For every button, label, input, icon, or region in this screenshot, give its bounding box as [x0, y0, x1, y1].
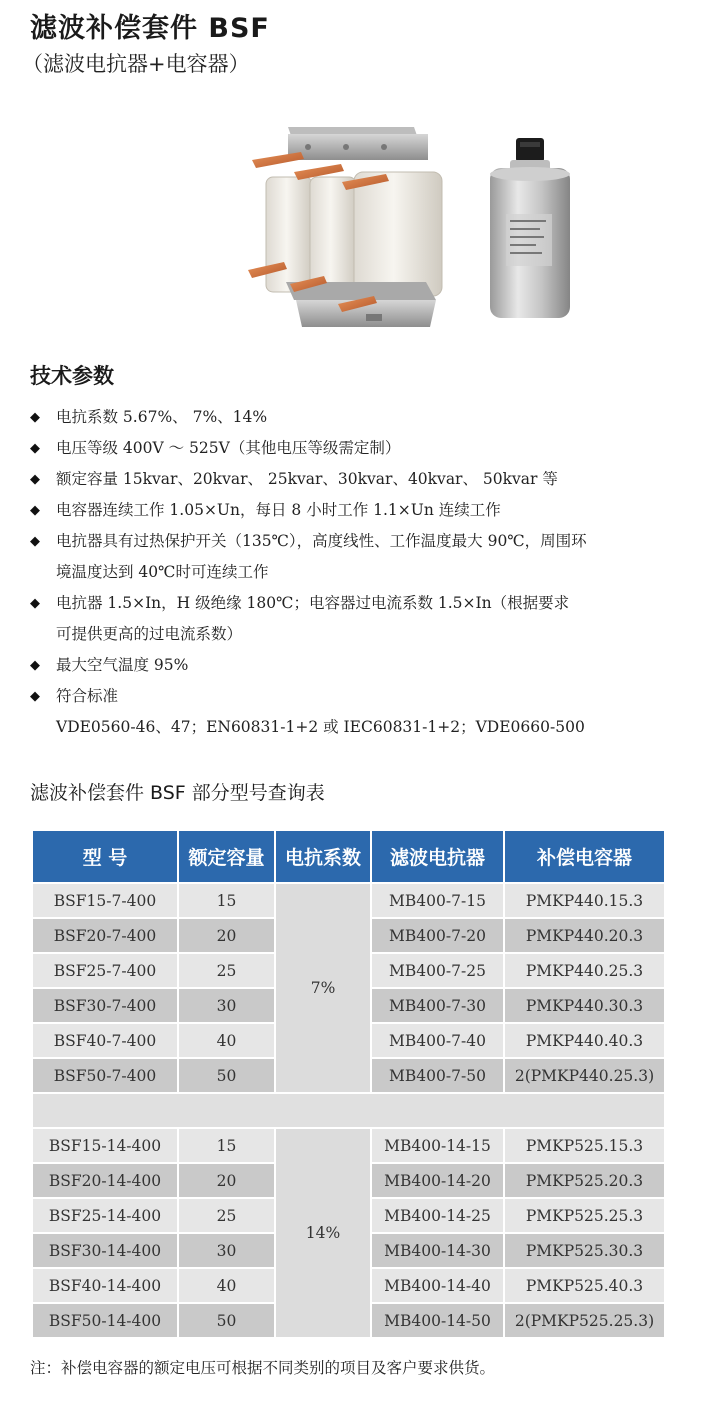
cell-capacity: 15	[178, 1128, 275, 1163]
tech-param-item	[30, 495, 680, 526]
cell-capacitor: PMKP525.20.3	[504, 1163, 665, 1198]
tech-param-text: 电压等级 400V ～ 525V（其他电压等级需定制）	[56, 439, 401, 457]
cell-model: BSF25-14-400	[32, 1198, 178, 1233]
cell-capacitor: PMKP440.15.3	[504, 883, 665, 918]
diamond-bullet-icon: ◆	[30, 596, 40, 611]
table-heading: 滤波补偿套件 BSF 部分型号查询表	[30, 782, 325, 804]
cell-capacitor: 2(PMKP525.25.3)	[504, 1303, 665, 1338]
cell-filter-reactor: MB400-7-30	[371, 988, 504, 1023]
cell-capacitor: PMKP440.25.3	[504, 953, 665, 988]
cell-model: BSF40-7-400	[32, 1023, 178, 1058]
tech-param-item	[30, 588, 680, 650]
cell-capacity: 50	[178, 1058, 275, 1093]
table-row	[32, 1128, 665, 1163]
page-subtitle: （滤波电抗器+电容器）	[22, 52, 250, 76]
tech-param-item	[30, 526, 680, 588]
diamond-bullet-icon: ◆	[30, 472, 40, 487]
table-header-row	[32, 830, 665, 883]
tech-param-text: 电抗器 1.5×In，H 级绝缘 180℃；电容器过电流系数 1.5×In（根据要求	[56, 594, 570, 612]
cell-capacitor: PMKP440.30.3	[504, 988, 665, 1023]
diamond-bullet-icon: ◆	[30, 658, 40, 673]
cell-model: BSF30-7-400	[32, 988, 178, 1023]
tech-params-list	[30, 402, 680, 743]
tech-param-text: 电容器连续工作 1.05×Un，每日 8 小时工作 1.1×Un 连续工作	[56, 501, 501, 519]
cell-capacity: 20	[178, 918, 275, 953]
tech-param-text: 电抗系数 5.67%、 7%、14%	[56, 408, 268, 426]
cell-filter-reactor: MB400-14-30	[371, 1233, 504, 1268]
table-row	[32, 883, 665, 918]
cell-model: BSF15-14-400	[32, 1128, 178, 1163]
cell-filter-reactor: MB400-14-40	[371, 1268, 504, 1303]
cell-filter-reactor: MB400-14-50	[371, 1303, 504, 1338]
cell-filter-reactor: MB400-7-15	[371, 883, 504, 918]
cell-capacity: 25	[178, 953, 275, 988]
cell-model: BSF25-7-400	[32, 953, 178, 988]
cell-filter-reactor: MB400-7-50	[371, 1058, 504, 1093]
cell-model: BSF20-14-400	[32, 1163, 178, 1198]
cell-capacity: 30	[178, 1233, 275, 1268]
cell-capacitor: PMKP525.15.3	[504, 1128, 665, 1163]
cell-capacity: 30	[178, 988, 275, 1023]
page-title: 滤波补偿套件 BSF	[30, 13, 270, 44]
diamond-bullet-icon: ◆	[30, 410, 40, 425]
cell-capacitor: PMKP525.40.3	[504, 1268, 665, 1303]
tech-params-heading: 技术参数	[30, 364, 114, 388]
cell-capacity: 20	[178, 1163, 275, 1198]
diamond-bullet-icon: ◆	[30, 503, 40, 518]
footnote: 注：补偿电容器的额定电压可根据不同类别的项目及客户要求供货。	[30, 1359, 496, 1377]
tech-param-text: 最大空气温度 95%	[56, 656, 189, 674]
cell-model: BSF50-14-400	[32, 1303, 178, 1338]
cell-capacity: 50	[178, 1303, 275, 1338]
diamond-bullet-icon: ◆	[30, 441, 40, 456]
model-table	[31, 829, 666, 1339]
filter-reactor-image	[246, 122, 446, 337]
cell-model: BSF50-7-400	[32, 1058, 178, 1093]
tech-param-item	[30, 402, 680, 433]
header-capacity: 额定容量	[178, 830, 275, 883]
cell-capacity: 40	[178, 1023, 275, 1058]
cell-filter-reactor: MB400-14-25	[371, 1198, 504, 1233]
cell-capacity: 15	[178, 883, 275, 918]
cell-capacitor: PMKP525.25.3	[504, 1198, 665, 1233]
cell-capacitor: PMKP525.30.3	[504, 1233, 665, 1268]
header-reactance-factor: 电抗系数	[275, 830, 371, 883]
cell-filter-reactor: MB400-7-40	[371, 1023, 504, 1058]
capacitor-image	[486, 136, 574, 322]
header-model: 型 号	[32, 830, 178, 883]
tech-param-item	[30, 681, 680, 743]
tech-param-text: 境温度达到 40℃时可连续工作	[56, 563, 269, 581]
cell-filter-reactor: MB400-14-15	[371, 1128, 504, 1163]
tech-param-item	[30, 433, 680, 464]
header-capacitor: 补偿电容器	[504, 830, 665, 883]
tech-param-text: 符合标准	[56, 687, 119, 705]
tech-param-item	[30, 650, 680, 681]
tech-param-text: 额定容量 15kvar、20kvar、 25kvar、30kvar、40kvar、 50kvar 等	[56, 470, 558, 488]
table-separator-row	[32, 1093, 665, 1128]
cell-filter-reactor: MB400-14-20	[371, 1163, 504, 1198]
cell-capacitor: PMKP440.40.3	[504, 1023, 665, 1058]
cell-capacity: 25	[178, 1198, 275, 1233]
cell-model: BSF20-7-400	[32, 918, 178, 953]
tech-param-text: VDE0560-46、47；EN60831-1+2 或 IEC60831-1+2；VDE0660-500	[56, 718, 585, 736]
cell-model: BSF40-14-400	[32, 1268, 178, 1303]
cell-model: BSF15-7-400	[32, 883, 178, 918]
cell-filter-reactor: MB400-7-25	[371, 953, 504, 988]
cell-reactance-factor: 7%	[275, 883, 371, 1093]
diamond-bullet-icon: ◆	[30, 534, 40, 549]
tech-param-text: 电抗器具有过热保护开关（135℃），高度线性、工作温度最大 90℃，周围环	[56, 532, 587, 550]
cell-capacity: 40	[178, 1268, 275, 1303]
cell-reactance-factor: 14%	[275, 1128, 371, 1338]
cell-capacitor: 2(PMKP440.25.3)	[504, 1058, 665, 1093]
cell-model: BSF30-14-400	[32, 1233, 178, 1268]
separator-cell	[32, 1093, 665, 1128]
cell-capacitor: PMKP440.20.3	[504, 918, 665, 953]
tech-param-text: 可提供更高的过电流系数）	[56, 625, 243, 643]
cell-filter-reactor: MB400-7-20	[371, 918, 504, 953]
tech-param-item	[30, 464, 680, 495]
header-filter-reactor: 滤波电抗器	[371, 830, 504, 883]
diamond-bullet-icon: ◆	[30, 689, 40, 704]
